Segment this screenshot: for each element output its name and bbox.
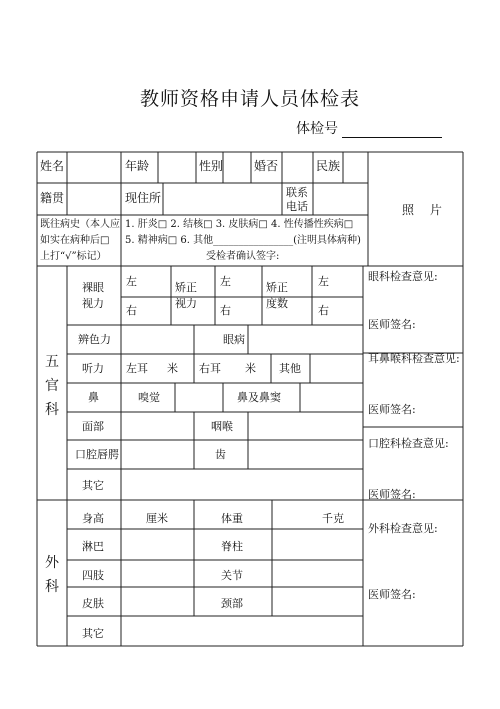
naked-vision-label-1: 裸眼 <box>82 281 104 294</box>
ethnic-label: 民族 <box>316 159 341 173</box>
weight-label: 体重 <box>221 512 243 525</box>
contact-label-2: 电话 <box>286 200 308 213</box>
examinee-signature-label: 受检者确认签字: <box>206 251 280 262</box>
sinus-label: 鼻及鼻窦 <box>237 391 281 404</box>
height-label: 身高 <box>82 512 104 525</box>
ophthalmology-signature-label: 医师签名: <box>368 318 416 331</box>
native-place-label: 籍贯 <box>40 191 65 205</box>
corrected-vision-label-2: 视力 <box>175 297 197 310</box>
corrected-right-label: 右 <box>220 304 231 317</box>
hearing-label: 听力 <box>82 362 104 375</box>
oral-label: 口腔唇腭 <box>75 448 119 461</box>
dental-signature-label: 医师签名: <box>368 488 416 501</box>
hearing-other-label: 其他 <box>279 362 301 375</box>
history-options-2: 5. 精神病□ 6. 其他________________(注明具体病种) <box>125 235 361 246</box>
dental-opinion-label: 口腔科检查意见: <box>368 437 449 450</box>
naked-right-label: 右 <box>126 304 137 317</box>
ent-opinion-label: 耳鼻喉科检查意见: <box>368 352 460 365</box>
gender-label: 性别 <box>199 159 224 173</box>
limbs-label: 四肢 <box>82 569 104 582</box>
photo-label: 照 片 <box>402 203 448 217</box>
skin-label: 皮肤 <box>82 597 104 610</box>
naked-vision-label-2: 视力 <box>82 297 104 310</box>
married-label: 婚否 <box>254 159 279 173</box>
joints-label: 关节 <box>221 569 243 582</box>
degree-left-label: 左 <box>318 275 329 288</box>
surgery-other-label: 其它 <box>82 627 104 640</box>
history-label-2: 如实在病种后□ <box>40 235 110 246</box>
corrected-vision-label-1: 矫正 <box>175 281 197 294</box>
smell-label: 嗅觉 <box>138 391 160 404</box>
weight-unit: 千克 <box>322 512 344 525</box>
color-vision-label: 辨色力 <box>78 333 111 346</box>
five-organs-section-label: 五官科 <box>45 354 59 418</box>
corrected-degree-label-2: 度数 <box>266 297 288 310</box>
five-organs-other-label: 其它 <box>82 479 104 492</box>
nose-label: 鼻 <box>88 391 99 404</box>
degree-right-label: 右 <box>318 304 329 317</box>
ent-signature-label: 医师签名: <box>368 403 416 416</box>
contact-label-1: 联系 <box>286 186 308 199</box>
teeth-label: 齿 <box>215 448 226 461</box>
naked-left-label: 左 <box>126 275 137 288</box>
age-label: 年龄 <box>125 159 150 173</box>
lymph-label: 淋巴 <box>82 540 104 553</box>
surgery-signature-label: 医师签名: <box>368 588 416 601</box>
height-unit: 厘米 <box>146 512 168 525</box>
spine-label: 脊柱 <box>221 540 243 553</box>
surgery-section-label: 外科 <box>45 555 59 595</box>
left-ear-meter: 米 <box>167 362 178 375</box>
right-ear-meter: 米 <box>245 362 256 375</box>
address-label: 现住所 <box>125 191 162 205</box>
face-label: 面部 <box>82 420 104 433</box>
eye-disease-label: 眼病 <box>223 333 245 346</box>
right-ear-label: 右耳 <box>199 362 221 375</box>
history-label-3: 上打“√”标记） <box>40 251 107 262</box>
corrected-degree-label-1: 矫正 <box>266 281 288 294</box>
page-title: 教师资格申请人员体检表 <box>139 88 360 110</box>
corrected-left-label: 左 <box>220 275 231 288</box>
left-ear-label: 左耳 <box>126 362 148 375</box>
ophthalmology-opinion-label: 眼科检查意见: <box>368 270 438 283</box>
name-label: 姓名 <box>40 159 65 173</box>
history-options-1: 1. 肝炎□ 2. 结核□ 3. 皮肤病□ 4. 性传播性疾病□ <box>125 219 354 230</box>
throat-label: 咽喉 <box>211 420 233 433</box>
neck-label: 颈部 <box>221 597 243 610</box>
surgery-opinion-label: 外科检查意见: <box>368 522 438 535</box>
history-label-1: 既往病史（本人应 <box>40 219 120 230</box>
exam-number-label: 体检号 <box>296 121 338 137</box>
